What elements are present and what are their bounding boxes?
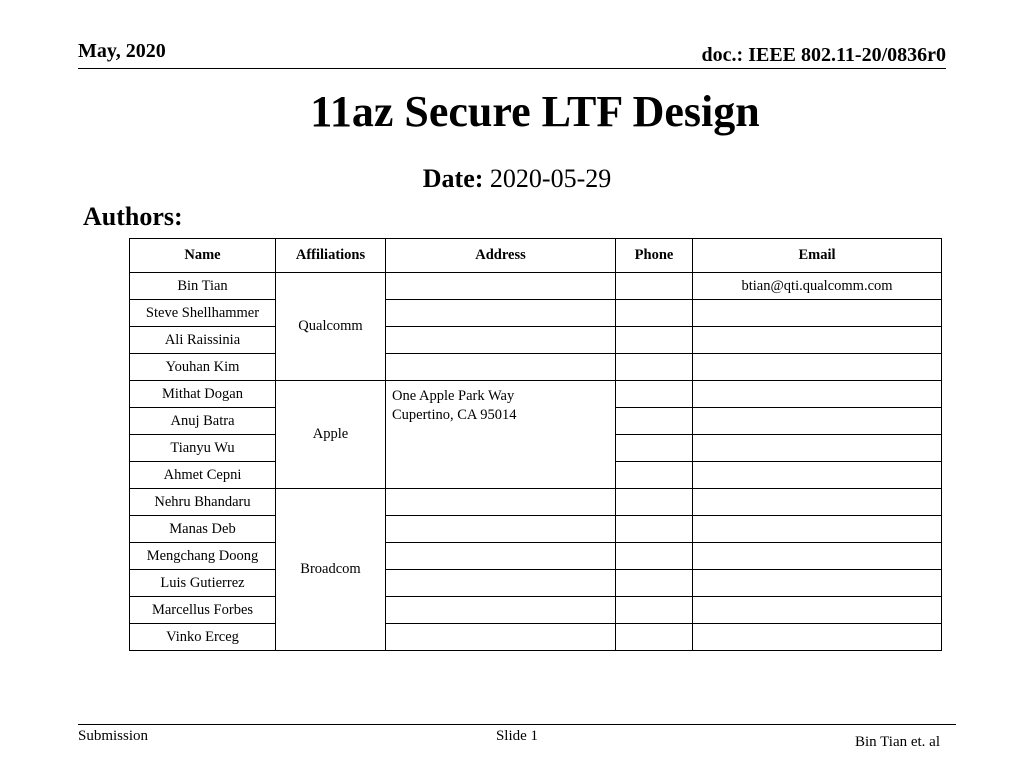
author-name: Mengchang Doong <box>130 543 276 570</box>
author-email <box>693 462 942 489</box>
column-header-address: Address <box>386 239 616 273</box>
column-header-affiliations: Affiliations <box>276 239 386 273</box>
table-row <box>130 516 942 543</box>
table-row <box>130 570 942 597</box>
author-address <box>386 570 616 597</box>
author-address <box>386 516 616 543</box>
header-date: May, 2020 <box>78 40 166 62</box>
author-email <box>693 570 942 597</box>
header-doc-id: doc.: IEEE 802.11-20/0836r0 <box>701 44 946 66</box>
author-email <box>693 381 942 408</box>
column-header-email: Email <box>693 239 942 273</box>
author-email <box>693 327 942 354</box>
author-email <box>693 543 942 570</box>
author-phone <box>616 516 693 543</box>
author-phone <box>616 435 693 462</box>
author-phone <box>616 462 693 489</box>
footer-slide-number: Slide 1 <box>495 728 539 744</box>
table-header-row <box>130 239 942 273</box>
author-phone <box>616 597 693 624</box>
author-name: Ali Raissinia <box>130 327 276 354</box>
author-phone <box>616 408 693 435</box>
author-phone <box>616 327 693 354</box>
author-affiliation: Broadcom <box>276 489 386 651</box>
author-name: Anuj Batra <box>130 408 276 435</box>
footer-author: Bin Tian et. al <box>854 734 940 750</box>
date-line <box>0 164 1024 194</box>
column-header-phone: Phone <box>616 239 693 273</box>
author-email <box>693 597 942 624</box>
author-address <box>386 381 616 489</box>
footer-divider <box>78 724 956 725</box>
author-address <box>386 327 616 354</box>
author-phone <box>616 381 693 408</box>
table-row <box>130 624 942 651</box>
author-name: Ahmet Cepni <box>130 462 276 489</box>
slide-title: 11az Secure LTF Design <box>310 87 760 136</box>
author-email <box>693 516 942 543</box>
table-row <box>130 273 942 300</box>
author-email: btian@qti.qualcomm.com <box>693 273 942 300</box>
author-name: Youhan Kim <box>130 354 276 381</box>
author-address <box>386 300 616 327</box>
author-affiliation: Qualcomm <box>276 273 386 381</box>
author-name: Steve Shellhammer <box>130 300 276 327</box>
table-row <box>130 543 942 570</box>
author-affiliation: Apple <box>276 381 386 489</box>
author-name: Tianyu Wu <box>130 435 276 462</box>
column-header-name: Name <box>130 239 276 273</box>
author-email <box>693 408 942 435</box>
table-row <box>130 300 942 327</box>
authors-table <box>129 238 942 651</box>
author-name: Bin Tian <box>130 273 276 300</box>
date-value: 2020-05-29 <box>489 164 612 193</box>
author-email <box>693 624 942 651</box>
author-email <box>693 435 942 462</box>
author-address <box>386 489 616 516</box>
author-phone <box>616 300 693 327</box>
author-phone <box>616 570 693 597</box>
author-phone <box>616 489 693 516</box>
author-address <box>386 273 616 300</box>
author-phone <box>616 543 693 570</box>
table-row <box>130 327 942 354</box>
author-email <box>693 354 942 381</box>
author-name: Luis Gutierrez <box>130 570 276 597</box>
author-name: Mithat Dogan <box>130 381 276 408</box>
table-row <box>130 381 942 408</box>
authors-heading: Authors: <box>83 202 183 231</box>
footer-submission: Submission <box>78 728 149 744</box>
author-address <box>386 543 616 570</box>
address-line-2: Cupertino, CA 95014 <box>392 407 517 423</box>
author-name: Manas Deb <box>130 516 276 543</box>
author-phone <box>616 273 693 300</box>
author-address <box>386 624 616 651</box>
table-row <box>130 597 942 624</box>
table-row <box>130 489 942 516</box>
author-email <box>693 300 942 327</box>
author-address <box>386 597 616 624</box>
author-address <box>386 354 616 381</box>
author-name: Marcellus Forbes <box>130 597 276 624</box>
author-name: Vinko Erceg <box>130 624 276 651</box>
author-email <box>693 489 942 516</box>
header-divider <box>78 68 946 69</box>
author-phone <box>616 624 693 651</box>
address-line-1: One Apple Park Way <box>392 388 515 404</box>
table-row <box>130 354 942 381</box>
date-label: Date: <box>422 164 484 193</box>
author-phone <box>616 354 693 381</box>
author-name: Nehru Bhandaru <box>130 489 276 516</box>
